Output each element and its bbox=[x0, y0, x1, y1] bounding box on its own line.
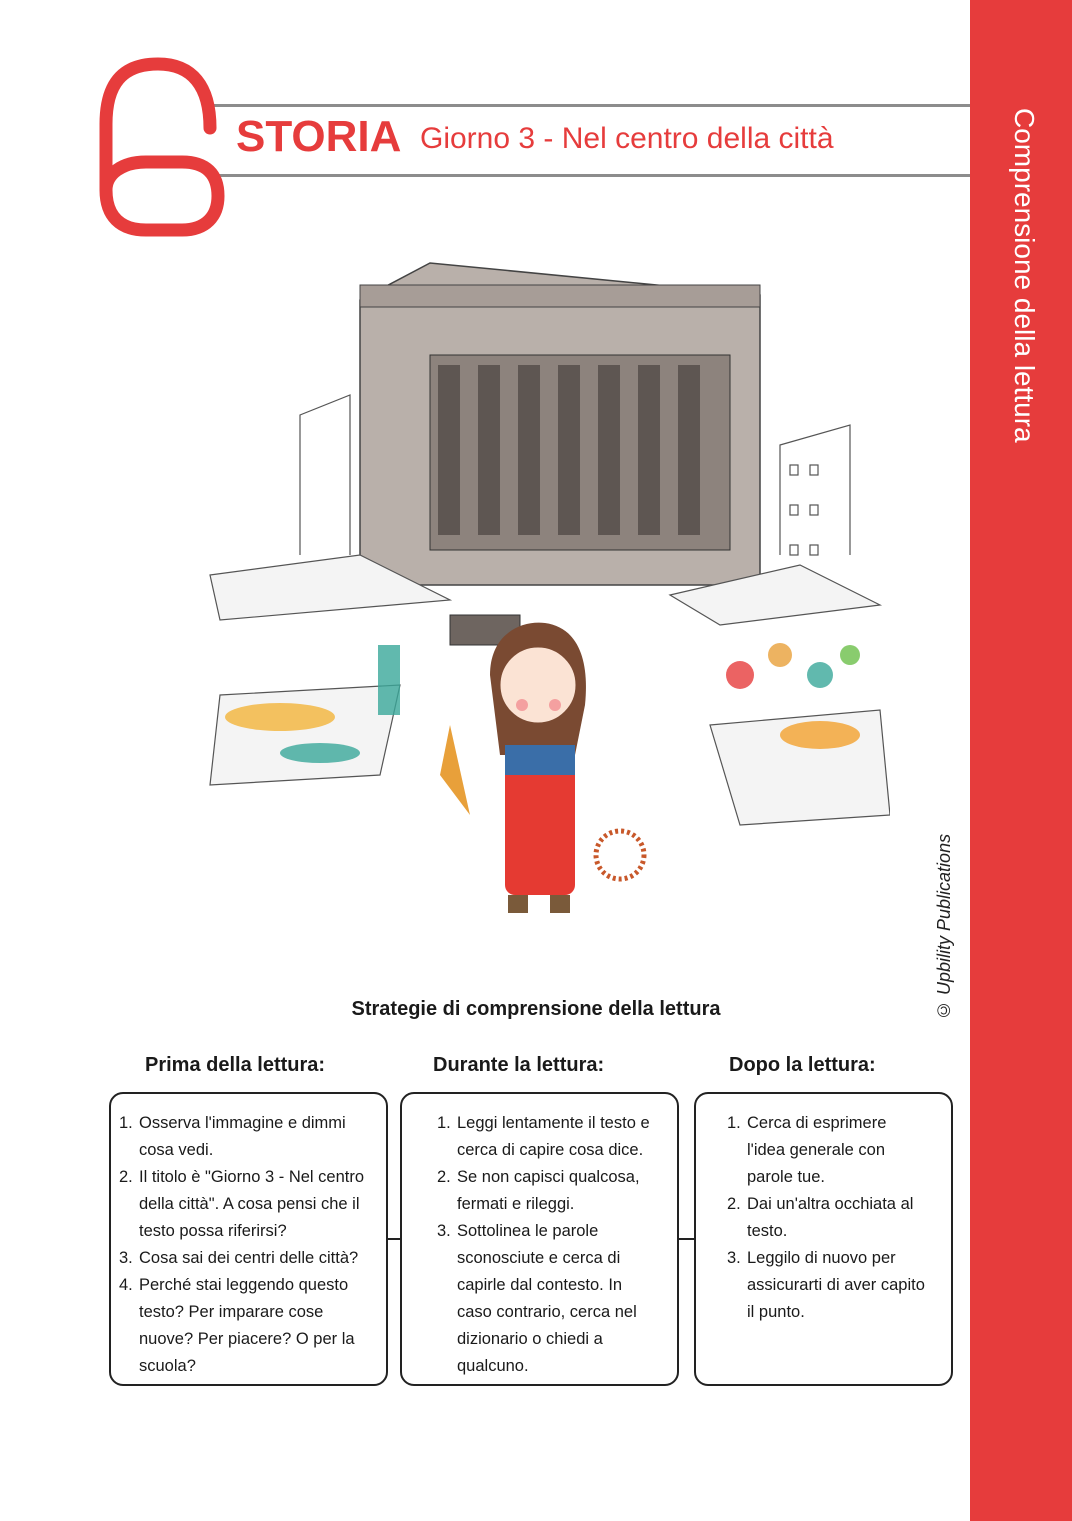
list-item: 1. Osserva l'immagine e dimmi cosa vedi. bbox=[119, 1114, 346, 1159]
list-item: 1. Leggi lentamente il testo e cerca di capire cosa dice. bbox=[437, 1114, 650, 1159]
before-reading-list bbox=[119, 1110, 372, 1380]
list-item: 2. Se non capisci qualcosa, fermati e rileggi. bbox=[437, 1168, 640, 1213]
girl-at-city-market-illustration bbox=[200, 255, 890, 955]
header-rule-bottom bbox=[206, 174, 970, 177]
column-heading-after: Dopo la lettura: bbox=[729, 1054, 876, 1076]
number-six-logo bbox=[92, 50, 232, 240]
list-item: 2. Dai un'altra occhiata al testo. bbox=[727, 1195, 914, 1240]
list-item: 4. Perché stai leggendo questo testo? Per imparare cose nuove? Per piacere? O per la scuola? bbox=[119, 1276, 355, 1375]
side-title: Comprensione della lettura bbox=[1009, 108, 1040, 443]
header-rule-top bbox=[206, 104, 970, 107]
before-reading-box bbox=[109, 1092, 388, 1386]
list-item: 3. Sottolinea le parole sconosciute e cerca di capirle dal contesto. In caso contrario, cerca nel dizionario o chiedi a qualcuno. bbox=[437, 1222, 637, 1375]
copyright-notice: © Upbility Publications bbox=[934, 833, 954, 1020]
during-reading-list bbox=[437, 1110, 661, 1380]
logo-digit: 6 bbox=[92, 50, 93, 51]
strategies-title: Strategie di comprensione della lettura bbox=[351, 998, 721, 1020]
day-title: Giorno 3 - Nel centro della città bbox=[420, 122, 834, 155]
column-heading-during: Durante la lettura: bbox=[433, 1054, 605, 1076]
list-item: 1. Cerca di esprimere l'idea generale con parole tue. bbox=[727, 1114, 887, 1186]
after-reading-list bbox=[727, 1110, 927, 1326]
list-item: 3. Cosa sai dei centri delle città? bbox=[119, 1249, 359, 1267]
during-reading-box bbox=[400, 1092, 679, 1386]
list-item: 3. Leggilo di nuovo per assicurarti di aver capito il punto. bbox=[727, 1249, 925, 1321]
subject-title: STORIA bbox=[236, 112, 402, 161]
list-item: 2. Il titolo è "Giorno 3 - Nel centro della città". A cosa pensi che il testo possa riferirsi? bbox=[119, 1168, 365, 1240]
column-heading-before: Prima della lettura: bbox=[145, 1054, 326, 1076]
girl-figure bbox=[440, 623, 644, 913]
after-reading-box bbox=[694, 1092, 953, 1386]
